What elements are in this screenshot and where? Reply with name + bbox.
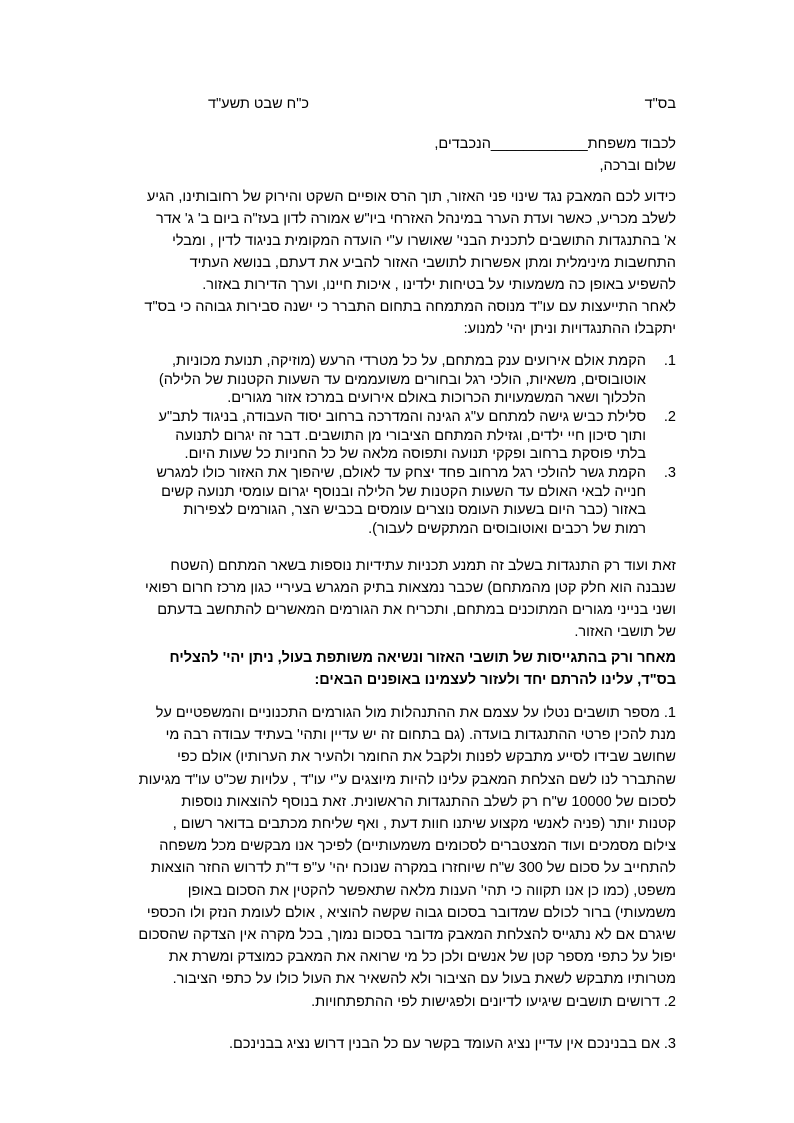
item-line: להתחייב על סכום של 300 ש"ח שיוחזרו במקרה שנוכח יהי' ע"פ ד"ת לדרוש החזר הוצאות bbox=[150, 860, 676, 877]
paragraph-line: להשפיע באופן כה משמעותי על בטיחות ילדינו , איכות חיינו, וערך הדירות באזור. bbox=[202, 277, 676, 293]
bold-paragraph-line: מאחר ורק בהתגייסות של תושבי האזור ונשיאה משותפת בעול, ניתן יהי' להצליח bbox=[169, 650, 676, 666]
list-number: 1. bbox=[663, 353, 676, 369]
item-line: שהתברר לנו לשם הצלחת המאבק עלינו להיות מיוצגים ע"י עו"ד , עלויות שכ"ט עו"ד מגיעות bbox=[138, 771, 676, 788]
item-line: צילום מסמכים ועוד המצטברים לסכומים משמעותיים) לפיכך אנו מבקשים מכל משפחה bbox=[159, 838, 676, 855]
list-item-line: רמות של רכבים ואוטובוסים המתקשים לעבור). bbox=[368, 521, 646, 538]
list-item-line: הקמת גשר להולכי רגל מרחוב פחד יצחק עד לאולם, שיהפוך את האזור כולו למגרש bbox=[156, 465, 646, 481]
paragraph-line: לאחר התייעצות עם עו"ד מנוסה המתמחה בתחום התברר כי ישנה סבירות גבוהה כי בס"ד bbox=[144, 299, 676, 315]
paragraph-line: לשלב מכריע, כאשר ועדת הערר במינהל האזרחי ביו"ש אמורה לדון בעז"ה ביום ב' ג' אדר bbox=[155, 211, 676, 227]
list-number: 3. bbox=[663, 465, 676, 481]
list-item-line: הקמת אולם אירועים ענק במתחם, על כל מטרדי הרעש (מוזיקה, תנועת מכוניות, bbox=[172, 353, 646, 369]
item-line: לסכום של 10000 ש"ח רק לשלב ההתנגדות הראשונית. זאת בנוסף להוצאות נוספות bbox=[181, 793, 676, 810]
item-line: שחושב שבידו לסייע מתבקש לפנות ולקבל את החומר ולהעיר את הערותיו) אולם כפי bbox=[177, 749, 676, 766]
list-item-line: בלתי פוסקת ברחוב ופקקי תנועה ותפוסה מלאה של כל החניות כל שעות היום. bbox=[184, 446, 646, 463]
paragraph-line: א' בהתנגדות התושבים לתכנית הבני' שאושרו ע"י הועדה המקומית בניגוד לדין , ומבלי bbox=[172, 233, 676, 249]
item-line: מטרותיו מתבקש לשאת בעול עם הציבור ולא להשאיר את העול כולו על כתפי הציבור. bbox=[172, 971, 676, 988]
paragraph-line: זאת ועוד רק התנגדות בשלב זה תמנע תכניות עתידיות נוספות בשאר המתחם (השטח bbox=[170, 558, 676, 574]
building-rep-item: 3. אם בבנינכם אין עדיין נציג העומד בקשר עם כל הבנין דרוש נציג בבנינכם. bbox=[229, 1036, 676, 1052]
salutation: שלום וברכה, bbox=[599, 158, 676, 174]
list-item-line: חנייה לבאי האולם עד השעות הקטנות של הלילה ובנוסף יגרום עומסי תנועה קשים bbox=[161, 483, 646, 500]
list-item-line: סלילת כביש גישה למתחם ע"ג הגינה והמדרכה ברחוב יסוד העבודה, בניגוד לתב"ע bbox=[158, 409, 646, 425]
paragraph-line: ושני בנייני מגורים המתוכנים במתחם, ותכריח את הגורמים המאשרים להתחשב בדעתם bbox=[157, 602, 676, 618]
item-line: משפט, (כמו כן אנו תקווה כי תהי' הענות מלאה שתאפשר להקטין את הסכום באופן bbox=[187, 882, 676, 899]
paragraph-line: כידוע לכם המאבק נגד שינוי פני האזור, תוך הרס אופיים השקט והירוק של רחובותינו, הגיע bbox=[146, 189, 676, 205]
list-item-line: אוטובוסים, משאיות, הולכי רגל ובחורים משועממים עד השעות הקטנות של הלילה) bbox=[158, 371, 646, 388]
item-line: קטנות יותר (פניה לאנשי מקצוע שיתנו חוות דעת , ואף שליחת מכתבים בדואר רשום , bbox=[172, 816, 676, 832]
bsd-header: בס"ד bbox=[644, 96, 676, 112]
item-line: מנת להכין פרטי ההתנגדות בועדה. (גם בתחום זה יש עדיין ותהי' בעתיד עבודה רבה מי bbox=[165, 727, 676, 744]
item-line: יפול על כתפי מספר קטן של אנשים ולכן כל מי שרואה את המאבק כמוצדק ומשרת את bbox=[168, 949, 676, 966]
hebrew-date: כ"ח שבט תשע"ד bbox=[207, 96, 309, 112]
list-item-line: ותוך סיכון חיי ילדים, וגזילת המתחם הציבורי מן התושבים. דבר זה יגרום לתנועה bbox=[175, 427, 646, 444]
item-line: שיגרם אם לא נתגייס להצלחת המאבק מדובר בסכום נמוך, בכל מקרה אין הצדקה שהסכום bbox=[138, 927, 676, 943]
list-item-line: הלכלוך ושאר המשמעויות הכרוכות באולם אירועים במרכז אזור מגורים. bbox=[227, 390, 646, 407]
list-item-line: באזור (כבר היום בשעות העומס נוצרים עומסים בכביש הצר, הגורמים לצפירות bbox=[183, 502, 646, 519]
paragraph-line: התחשבות מינימלית ומתן אפשרות לתושבי האזור להביע את דעתם, בנושא העתיד bbox=[189, 255, 676, 271]
item-line: 1. מספר תושבים נטלו על עצמם את ההתנהלות מול הגורמים התכנוניים והמשפטיים על bbox=[155, 705, 676, 721]
paragraph-line: יתקבלו ההתנגדויות וניתן יהי' למנוע: bbox=[463, 321, 676, 337]
list-number: 2. bbox=[663, 409, 676, 425]
item-line: משמעותי) ברור לכולם שמדובר בסכום גבוה שקשה להוציא , אולם לעומת הנזק ולו הכספי bbox=[146, 904, 676, 921]
recipient-line: לכבוד משפחת____________הנכבדים, bbox=[434, 136, 676, 152]
residents-needed-item: 2. דרושים תושבים שיגיעו לדיונים ולפגישות לפי ההתפתחויות. bbox=[311, 994, 676, 1010]
paragraph-line: של תושבי האזור. bbox=[574, 624, 676, 640]
paragraph-line: שנבנה הוא חלק קטן מהמתחם) שכבר נמצאות בתיק המגרש בעיריי כגון מרכז חרום רפואי bbox=[145, 580, 676, 596]
bold-paragraph-line: בס"ד, עלינו להרתם יחד ולעזור לעצמינו באופנים הבאים: bbox=[314, 672, 676, 688]
